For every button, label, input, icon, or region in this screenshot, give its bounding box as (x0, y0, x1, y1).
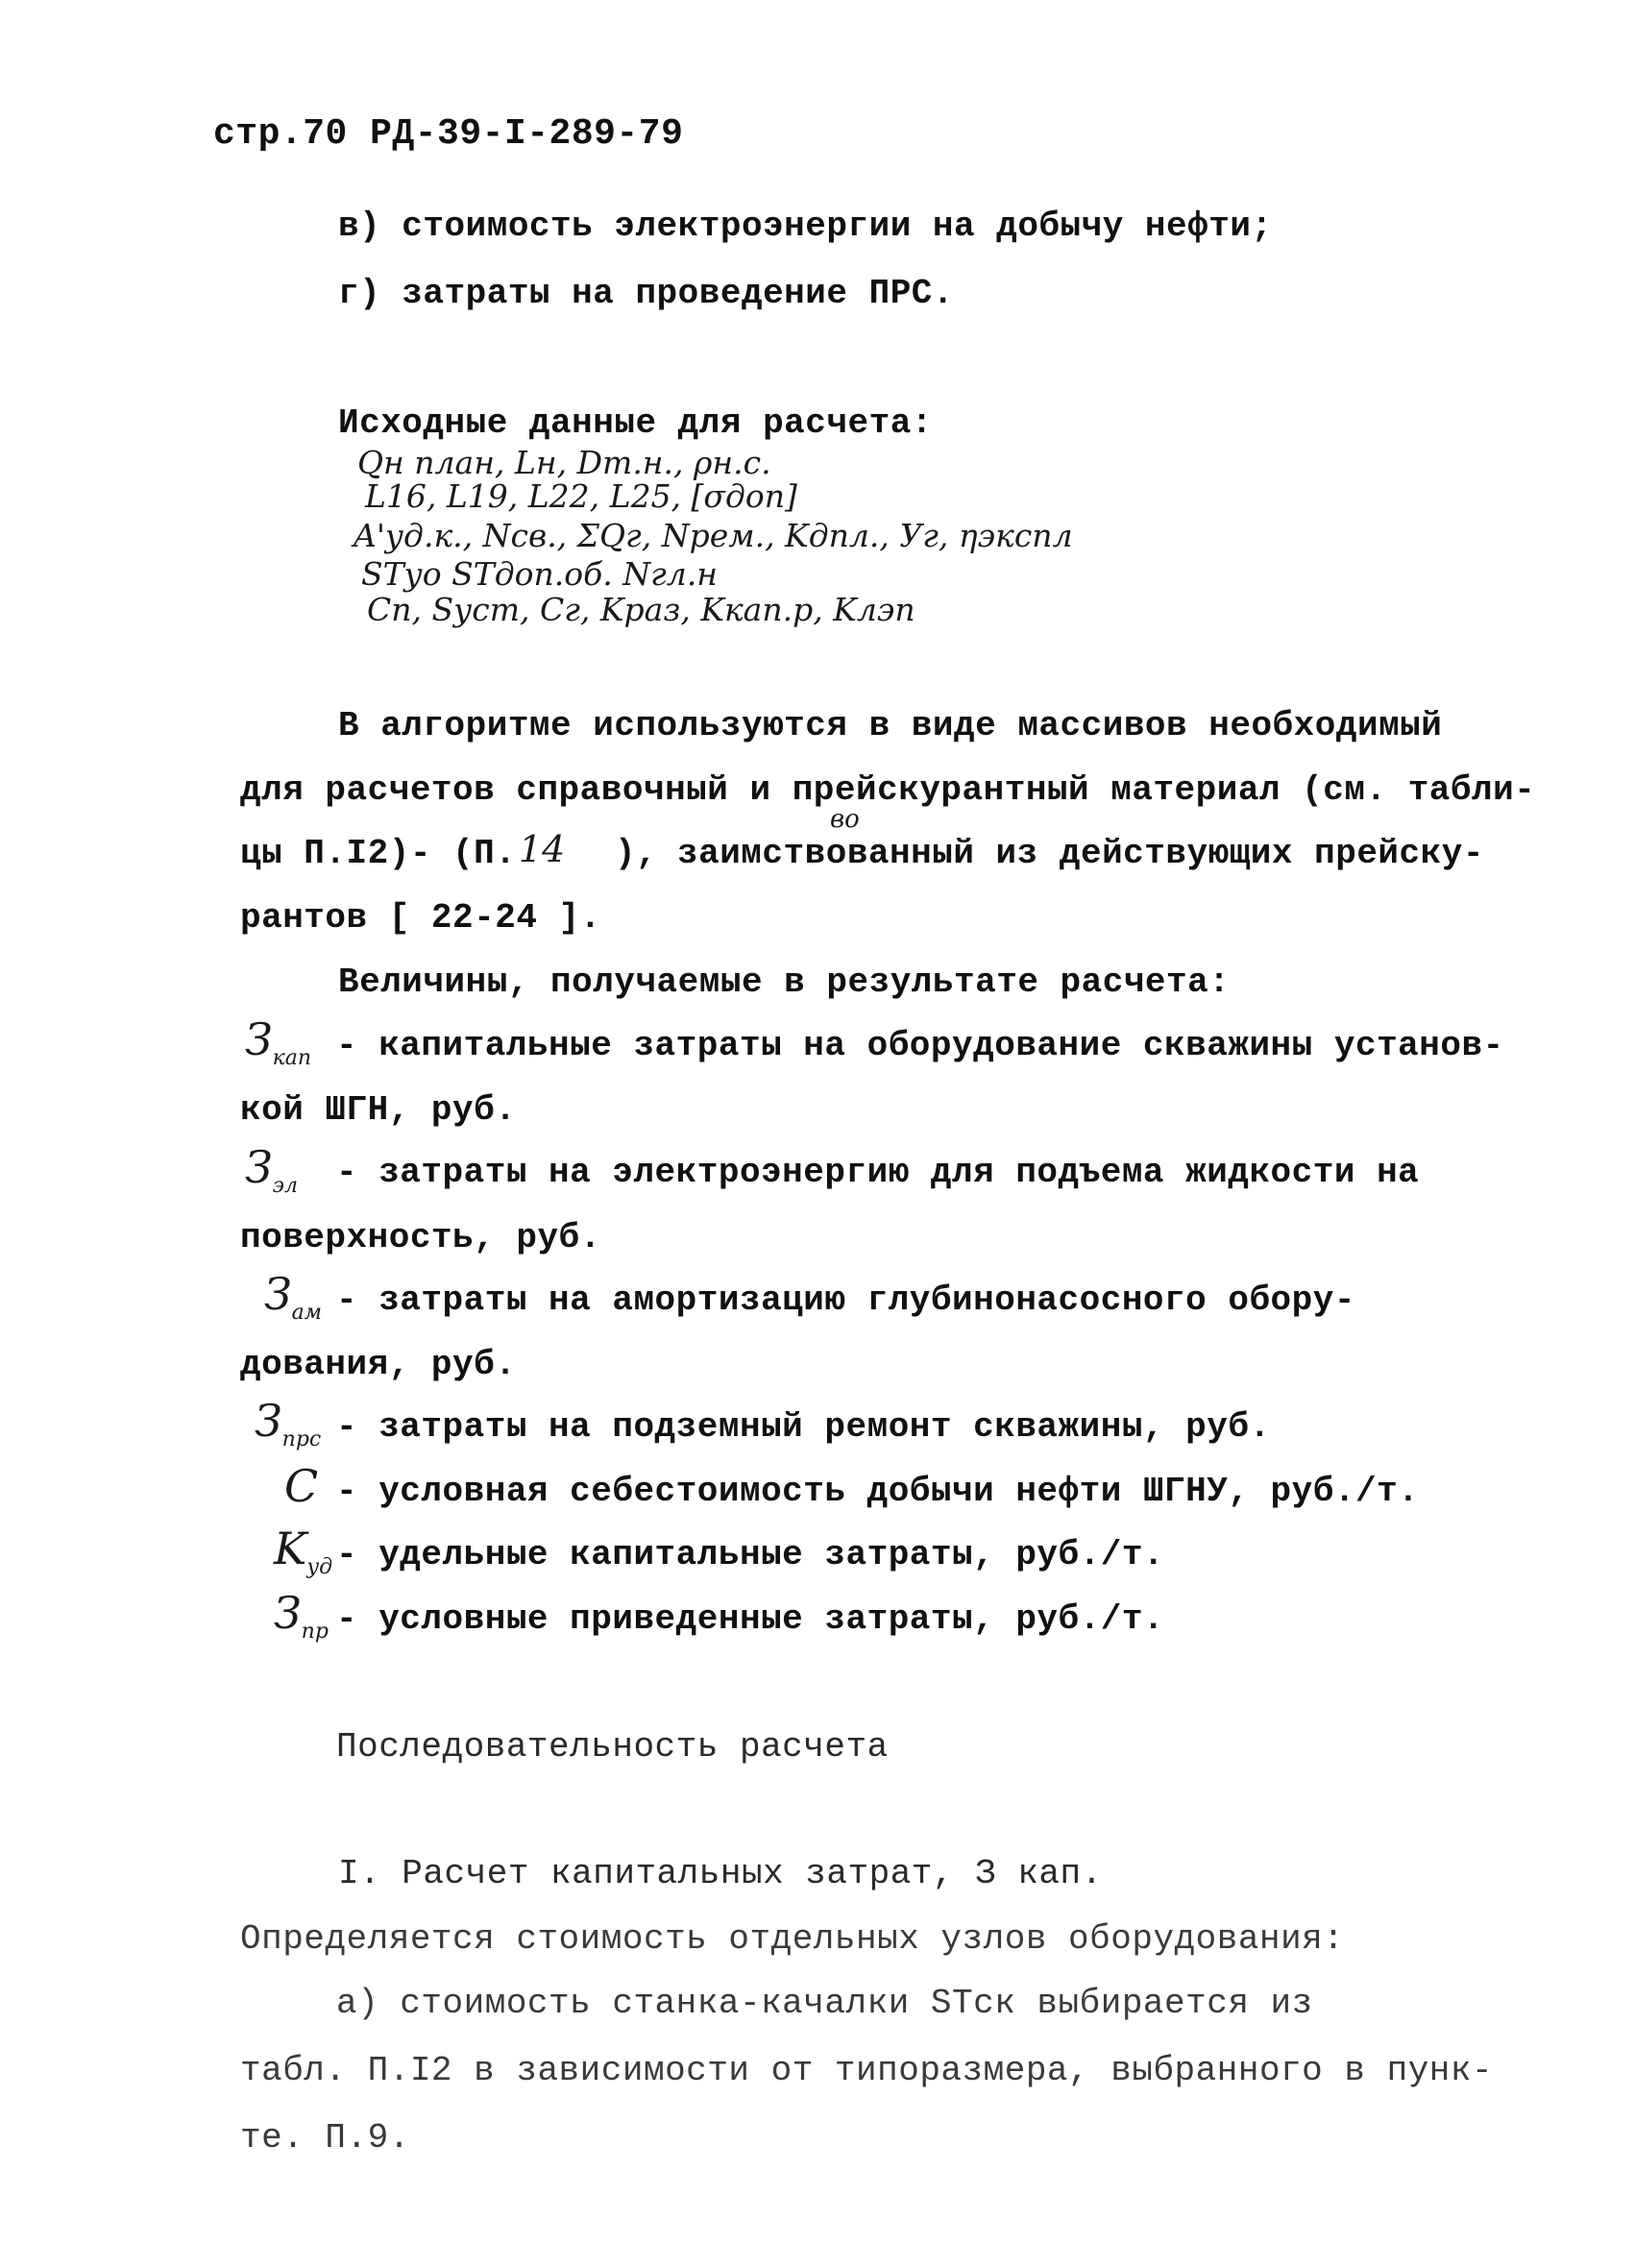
results-title: Величины, получаемые в результате расчета: (338, 963, 1231, 1002)
step-1-description: Определяется стоимость отдельных узлов оборудования: (240, 1919, 1345, 1959)
algorithm-line-3b: ), (615, 834, 658, 873)
result-text-c: - условная себестоимость добычи нефти ШГНУ, руб./т. (336, 1472, 1420, 1511)
result-text-z-kap: - капитальные затраты на оборудование скважины установ- (336, 1026, 1504, 1065)
input-line-2: L16, L19, L22, L25, [σдоп] (365, 477, 797, 515)
result-text-z-pr: - условные приведенные затраты, руб./т. (336, 1599, 1165, 1639)
result-text-z-prs: - затраты на подземный ремонт скважины, руб. (336, 1407, 1271, 1447)
symbol-z-el: $З_{эл}$ (245, 1141, 299, 1198)
symbol-z-am: $З_{ам}$ (264, 1268, 323, 1325)
result-text-k-ud: - удельные капитальные затраты, руб./т. (336, 1535, 1165, 1574)
symbol-z-pr: $З_{пр}$ (274, 1587, 329, 1644)
step-1-title: I. Расчет капитальных затрат, З кап. (338, 1854, 1103, 1893)
sub-a-line-1: а) стоимость станка-качалки STск выбирается из (336, 1984, 1313, 2023)
result-cont-z-el: поверхность, руб. (240, 1218, 601, 1257)
algorithm-handwritten-number: 14 (519, 828, 566, 870)
input-line-5: Cп, Sуст, Cг, Kраз, Kкап.р, Kлэп (367, 591, 915, 628)
result-cont-z-am: дования, руб. (240, 1345, 517, 1384)
result-text-z-el: - затраты на электроэнергию для подъема жидкости на (336, 1153, 1420, 1192)
algorithm-line-1: В алгоритме используются в виде массивов необходимый (338, 706, 1443, 745)
insert-note: во (830, 805, 860, 834)
input-line-3: A'уд.к., Nсв., ΣQг, Nрем., Kдпл., Уг, ηэкспл (354, 517, 1073, 554)
sequence-title: Последовательность расчета (336, 1727, 889, 1767)
symbol-z-prs: $З_{прс}$ (255, 1395, 322, 1451)
input-line-4: STуо STдоп.об. Nгл.н (361, 555, 719, 593)
input-data-title: Исходные данные для расчета: (338, 403, 933, 443)
symbol-c: C (284, 1460, 319, 1512)
algorithm-line-2: для расчетов справочный и прейскурантный материал (см. табли- (240, 770, 1536, 810)
symbol-z-kap: $З_{кап}$ (245, 1013, 312, 1070)
item-g: г) затраты на проведение ПРС. (338, 274, 955, 313)
input-line-1: Qн план, Lн, Dт.н., ρн.с. (357, 444, 771, 481)
result-cont-z-kap: кой ШГН, руб. (240, 1090, 517, 1130)
algorithm-line-4: рантов [ 22-24 ]. (240, 898, 601, 938)
symbol-k-ud: $K_{уд}$ (274, 1523, 333, 1579)
item-v: в) стоимость электроэнергии на добычу нефти; (338, 207, 1273, 246)
sub-a-line-3: те. П.9. (240, 2118, 410, 2158)
sub-a-line-2: табл. П.I2 в зависимости от типоразмера, выбранного в пунк- (240, 2051, 1494, 2090)
result-text-z-am: - затраты на амортизацию глубинонасосного обору- (336, 1280, 1355, 1320)
algorithm-line-3a: цы П.I2)- (П. (240, 834, 517, 873)
algorithm-line-3c: заимствованный из действующих прейску- (677, 834, 1484, 873)
page-header: стр.70 РД-39-I-289-79 (213, 113, 684, 155)
